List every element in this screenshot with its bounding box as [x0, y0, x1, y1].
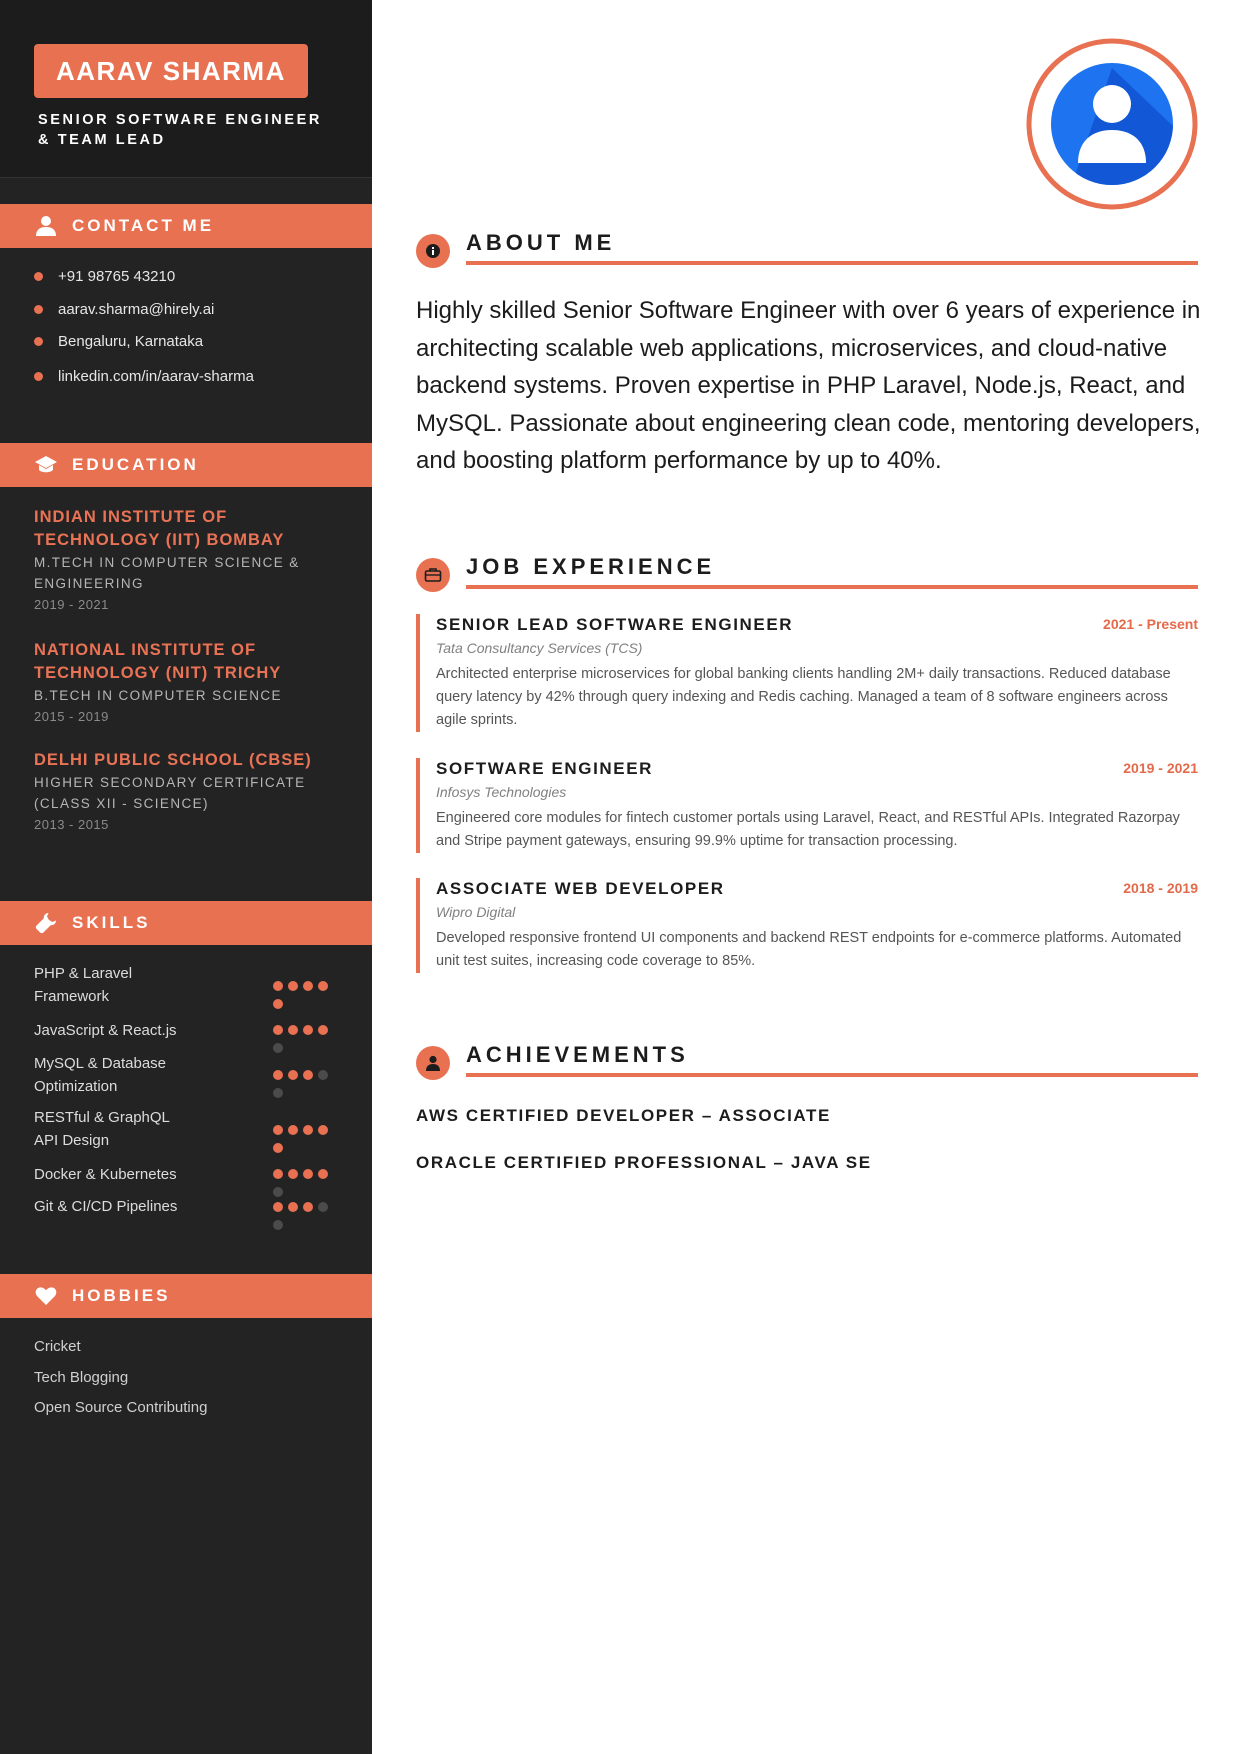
- education-years: 2015 - 2019: [34, 709, 109, 724]
- education-years: 2019 - 2021: [34, 597, 109, 612]
- degree-line: ENGINEERING: [34, 576, 144, 591]
- job-item: [416, 614, 1198, 732]
- bullet-icon: [34, 372, 43, 381]
- school-line: TECHNOLOGY (NIT) TRICHY: [34, 664, 282, 682]
- rating-dot-filled: [303, 1169, 313, 1179]
- skill-name: [34, 1052, 214, 1098]
- bullet-icon: [34, 305, 43, 314]
- section-divider: [466, 1073, 1198, 1077]
- rating-dot-filled: [303, 1125, 313, 1135]
- job-title: ASSOCIATE WEB DEVELOPER: [436, 879, 725, 898]
- rating-dot-filled: [288, 1169, 298, 1179]
- hobby-item: Cricket: [34, 1338, 81, 1355]
- about-text: Highly skilled Senior Software Engineer with over 6 years of experience in architecting scalable web applications, microservices, and cloud-native backend systems. Proven expertise in PHP Laravel, Node.js, React, and MySQL. Passionate about engineering clean code, mentoring developers, and boosting platform performance by up to 40%.: [416, 297, 1201, 474]
- info-icon: [416, 234, 450, 268]
- school-name: [34, 506, 344, 552]
- job-item: [416, 758, 1198, 853]
- job-description: Developed responsive frontend UI components and backend REST endpoints for e-commerce platforms. Automated unit test suites, increasing code coverage to 85%.: [436, 930, 1182, 969]
- hobbies-title: HOBBIES: [72, 1286, 171, 1305]
- wrench-icon: [34, 911, 58, 935]
- skill-line: Framework: [34, 988, 110, 1005]
- school-line: NATIONAL INSTITUTE OF: [34, 641, 257, 659]
- job-company: Infosys Technologies: [436, 784, 567, 800]
- rating-dot-empty: [273, 1043, 283, 1053]
- rating-dot-filled: [273, 1169, 283, 1179]
- contact-text: linkedin.com/in/aarav-sharma: [58, 368, 254, 385]
- heart-icon: [34, 1284, 58, 1308]
- contact-email[interactable]: [34, 299, 354, 321]
- skills-title: SKILLS: [72, 913, 151, 932]
- school-line: TECHNOLOGY (IIT) BOMBAY: [34, 531, 285, 549]
- section-divider: [466, 261, 1198, 265]
- education-item: [34, 749, 344, 835]
- rating-dot-filled: [273, 1125, 283, 1135]
- skill-rating: [268, 1202, 342, 1213]
- degree-line: M.TECH IN COMPUTER SCIENCE &: [34, 555, 300, 570]
- degree: [34, 772, 344, 814]
- bullet-icon: [34, 337, 43, 346]
- job-company: Tata Consultancy Services (TCS): [436, 640, 643, 656]
- profile-avatar-icon: [1026, 38, 1198, 210]
- education-item: [34, 639, 344, 727]
- rating-dot-filled: [303, 1025, 313, 1035]
- contact-header: [0, 204, 372, 248]
- skill-rating: [268, 981, 342, 992]
- job-item: [416, 878, 1198, 973]
- rating-dot-filled: [288, 981, 298, 991]
- degree: B.TECH IN COMPUTER SCIENCE: [34, 688, 282, 703]
- achievement-item: ORACLE CERTIFIED PROFESSIONAL – JAVA SE: [416, 1153, 872, 1172]
- rating-dot-filled: [318, 1169, 328, 1179]
- skill-name: JavaScript & React.js: [34, 1022, 177, 1039]
- contact-phone[interactable]: [34, 266, 354, 288]
- achievement-item: AWS CERTIFIED DEVELOPER – ASSOCIATE: [416, 1106, 831, 1125]
- about-title: ABOUT ME: [466, 230, 616, 255]
- job-dates: 2018 - 2019: [1123, 880, 1198, 896]
- role-line: SENIOR SOFTWARE ENGINEER: [38, 112, 322, 128]
- achievements-section-header: [416, 1042, 1198, 1090]
- rating-dot-filled: [273, 1143, 283, 1153]
- rating-dot-filled: [273, 981, 283, 991]
- resume-header: [0, 0, 372, 178]
- rating-dot-filled: [273, 999, 283, 1009]
- school-name: [34, 639, 344, 685]
- bullet-icon: [34, 272, 43, 281]
- job-title: SENIOR LEAD SOFTWARE ENGINEER: [436, 615, 794, 634]
- rating-dot-filled: [303, 981, 313, 991]
- rating-dot-filled: [288, 1070, 298, 1080]
- job-dates: 2019 - 2021: [1123, 760, 1198, 776]
- rating-dot-filled: [303, 1202, 313, 1212]
- experience-title: JOB EXPERIENCE: [466, 554, 716, 579]
- skill-line: RESTful & GraphQL: [34, 1109, 170, 1126]
- education-header: [0, 443, 372, 487]
- award-icon: [416, 1046, 450, 1080]
- rating-dot-filled: [318, 1125, 328, 1135]
- skill-line: MySQL & Database: [34, 1055, 167, 1072]
- achievements-title: ACHIEVEMENTS: [466, 1042, 689, 1067]
- hobbies-header: [0, 1274, 372, 1318]
- degree: [34, 552, 344, 594]
- rating-dot-filled: [273, 1070, 283, 1080]
- rating-dot-filled: [273, 1202, 283, 1212]
- role-line: & TEAM LEAD: [38, 132, 166, 148]
- graduation-cap-icon: [34, 453, 58, 477]
- rating-dot-empty: [318, 1070, 328, 1080]
- contact-linkedin[interactable]: [34, 366, 354, 388]
- rating-dot-filled: [303, 1070, 313, 1080]
- skill-rating: [268, 1070, 342, 1081]
- skill-rating: [268, 1025, 342, 1036]
- contact-text: Bengaluru, Karnataka: [58, 333, 204, 350]
- contact-text: +91 98765 43210: [58, 268, 176, 285]
- skills-header: [0, 901, 372, 945]
- school-name: DELHI PUBLIC SCHOOL (CBSE): [34, 751, 312, 769]
- user-icon: [34, 214, 58, 238]
- rating-dot-filled: [288, 1202, 298, 1212]
- skill-name: Git & CI/CD Pipelines: [34, 1198, 178, 1215]
- rating-dot-filled: [288, 1125, 298, 1135]
- contact-text: aarav.sharma@hirely.ai: [58, 301, 215, 318]
- job-dates: 2021 - Present: [1103, 616, 1198, 632]
- about-section-header: [416, 230, 1198, 278]
- experience-section-header: [416, 554, 1198, 602]
- rating-dot-filled: [318, 1025, 328, 1035]
- job-description: Architected enterprise microservices for global banking clients handling 2M+ daily transactions. Reduced database query latency by 42% through query indexing and Redis caching. Managed a team of 8 software engineers across agile sprints.: [436, 666, 1171, 728]
- skill-rating: [268, 1125, 342, 1136]
- sidebar: [0, 0, 372, 1754]
- rating-dot-filled: [273, 1025, 283, 1035]
- education-item: [34, 506, 344, 615]
- hobby-item: Open Source Contributing: [34, 1399, 208, 1416]
- contact-title: CONTACT ME: [72, 216, 215, 235]
- contact-location: [34, 331, 354, 353]
- rating-dot-empty: [318, 1202, 328, 1212]
- skill-line: PHP & Laravel: [34, 965, 133, 982]
- education-title: EDUCATION: [72, 455, 199, 474]
- hobby-item: Tech Blogging: [34, 1369, 129, 1386]
- rating-dot-empty: [273, 1187, 283, 1197]
- degree-line: (CLASS XII - SCIENCE): [34, 796, 209, 811]
- skill-name: [34, 1106, 214, 1152]
- rating-dot-filled: [318, 981, 328, 991]
- section-divider: [466, 585, 1198, 589]
- briefcase-icon: [416, 558, 450, 592]
- rating-dot-filled: [288, 1025, 298, 1035]
- skill-line: API Design: [34, 1132, 110, 1149]
- skill-name: Docker & Kubernetes: [34, 1166, 177, 1183]
- school-line: INDIAN INSTITUTE OF: [34, 508, 228, 526]
- candidate-role: [38, 110, 338, 150]
- skill-name: [34, 962, 214, 1008]
- rating-dot-empty: [273, 1220, 283, 1230]
- job-title: SOFTWARE ENGINEER: [436, 759, 654, 778]
- name-badge: [34, 44, 308, 98]
- job-description: Engineered core modules for fintech customer portals using Laravel, React, and RESTful APIs. Integrated Razorpay and Stripe payment gateways, ensuring 99.9% uptime for transaction processing.: [436, 810, 1180, 849]
- skill-rating: [268, 1169, 342, 1180]
- skill-line: Optimization: [34, 1078, 118, 1095]
- candidate-name: AARAV SHARMA: [56, 56, 286, 86]
- rating-dot-empty: [273, 1088, 283, 1098]
- job-company: Wipro Digital: [436, 904, 516, 920]
- education-years: 2013 - 2015: [34, 817, 109, 832]
- degree-line: HIGHER SECONDARY CERTIFICATE: [34, 775, 306, 790]
